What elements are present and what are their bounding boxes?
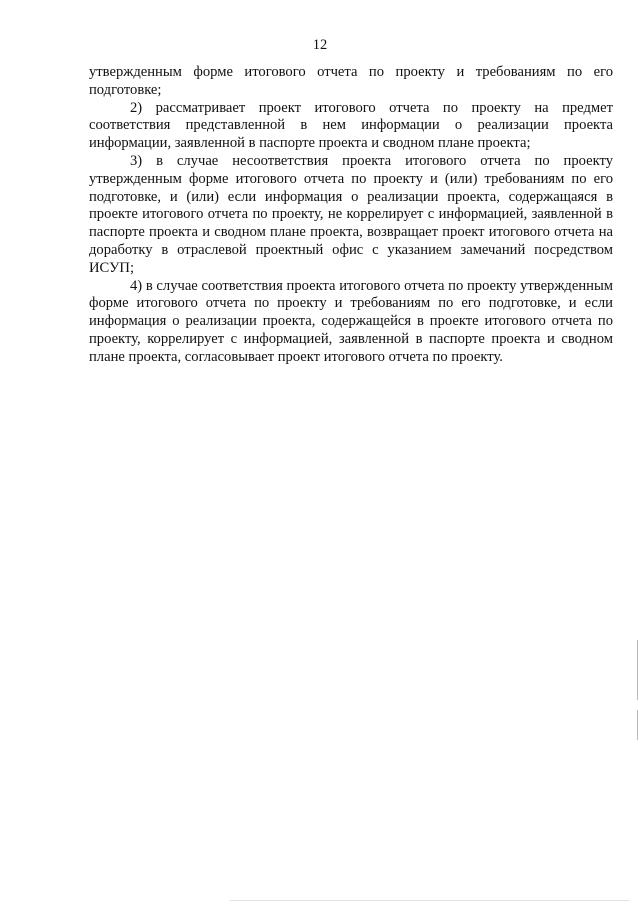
paragraph-item-4: 4) в случае соответствия проекта итогового отчета по проекту утвержденным форме итогового отчета по проекту и требованиям по его подготовке, и если информация о реализации проекта, содержащейся в проекте итогового отчета по проекту, коррелирует с информацией, заявленной в паспорте проекта и сводном плане проекта, согласовывает проект итогового отчета по проекту.: [89, 277, 613, 365]
paragraph-item-2: 2) рассматривает проект итогового отчета по проекту на предмет соответствия представленной в нем информации о реализации проекта информации, заявленной в паспорте проекта и сводном плане проекта;: [89, 99, 613, 152]
paragraph-continuation: утвержденным форме итогового отчета по проекту и требованиям по его подготовке;: [89, 64, 613, 98]
scan-edge-mark: [637, 640, 638, 700]
scan-bottom-edge: [230, 900, 630, 901]
scan-edge-mark: [637, 710, 638, 740]
page-number: 12: [312, 37, 328, 53]
document-body: [89, 64, 613, 367]
paragraph-item-3: 3) в случае несоответствия проекта итогового отчета по проекту утвержденным форме итогового отчета по проекту и (или) требованиям по его подготовке, и (или) если информация о реализации проекта, содержащаяся в проекте итогового отчета по проекту, не коррелирует с информацией, заявленной в паспорте проекта и сводном плане проекта, возвращает проект итогового отчета на доработку в отраслевой проектный офис с указанием замечаний посредством ИСУП;: [89, 152, 613, 276]
